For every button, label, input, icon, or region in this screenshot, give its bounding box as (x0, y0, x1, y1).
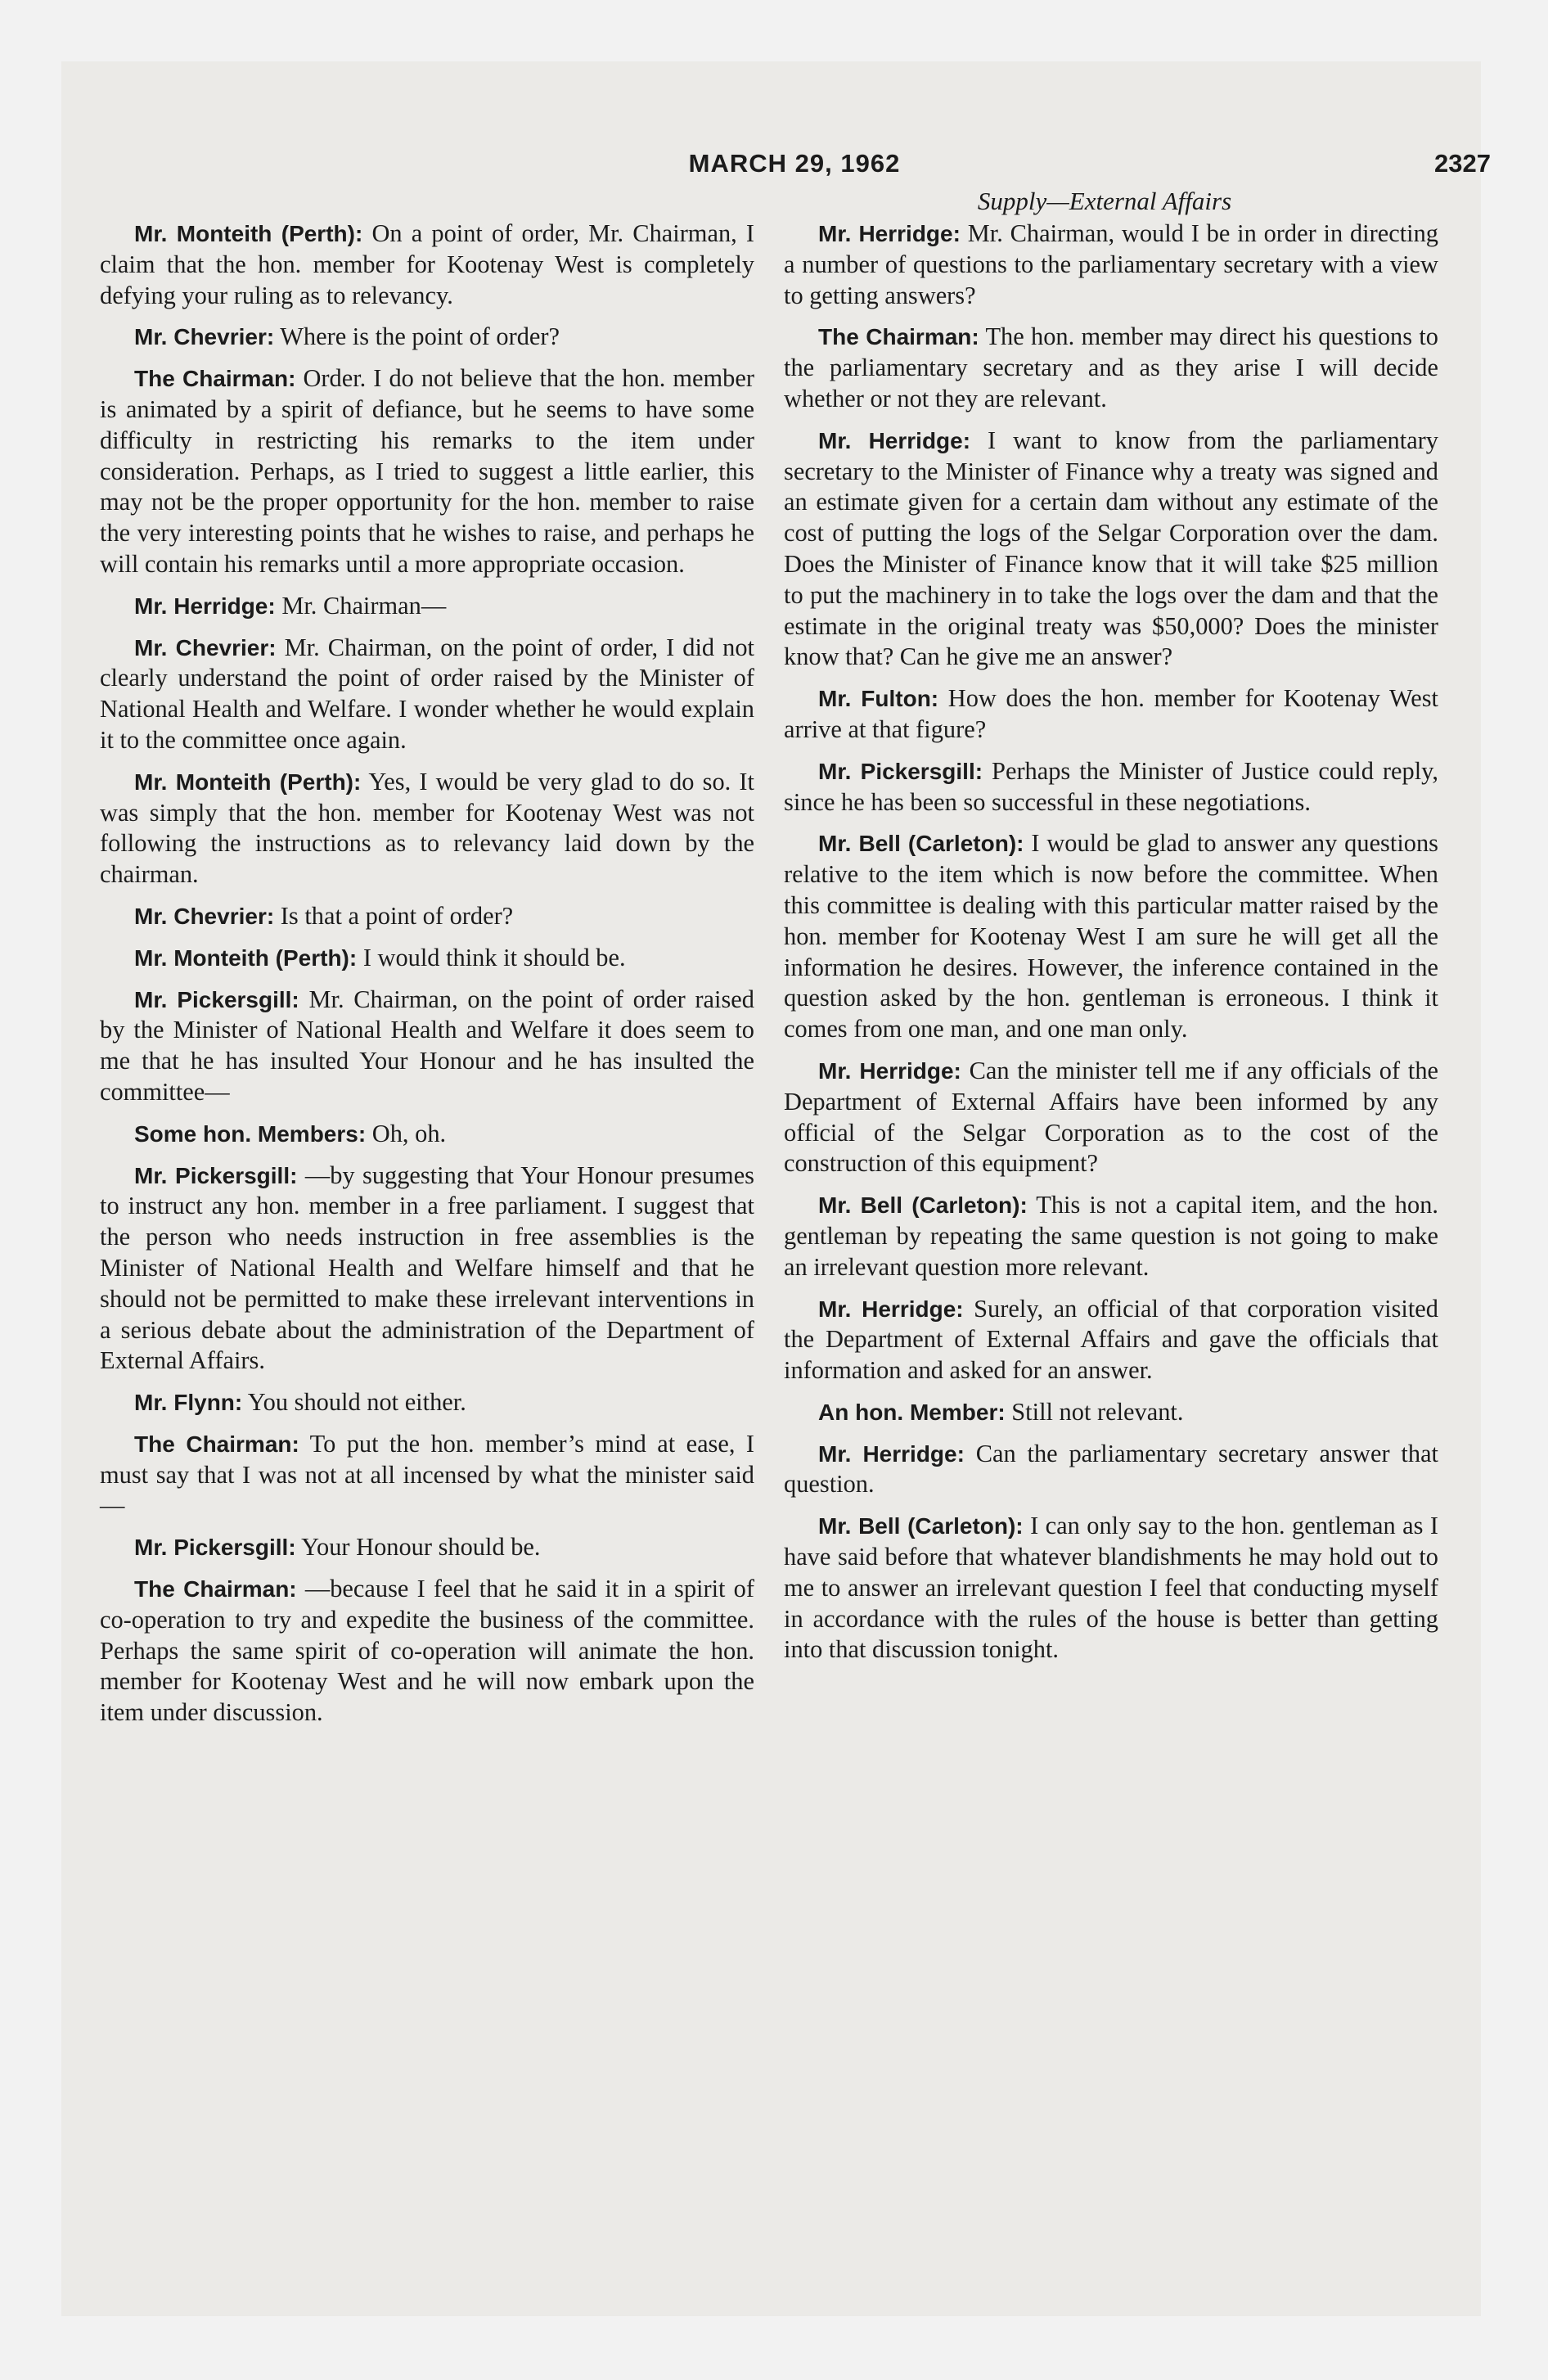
speech-text: Can the minister tell me if any officials of the Department of External Affairs have been informed by any official of the Selgar Corporation as to the cost of the construction of this equipment? (784, 1056, 1439, 1178)
speech-text: Where is the point of order? (280, 322, 560, 351)
speaker-name: Mr. Bell (Carleton): (818, 1513, 1024, 1539)
speech-paragraph (100, 767, 754, 890)
speech-paragraph (784, 322, 1438, 414)
speaker-name: Mr. Monteith (Perth): (134, 221, 363, 246)
speaker-name: Mr. Chevrier: (134, 634, 277, 660)
speech-paragraph (100, 985, 754, 1108)
speech-paragraph (784, 219, 1438, 311)
speech-text: I would be glad to answer any questions relative to the item which is now before the committee. When this committee is dealing with this particular matter raised by the hon. member for Kootenay West I am sure he will get all the information he desires. However, the inference contained in the question asked by the hon. gentleman is erroneous. I think it comes from one man, and one man only. (784, 829, 1438, 1044)
speaker-name: Mr. Herridge: (818, 1296, 964, 1322)
speech-text: You should not either. (247, 1388, 466, 1417)
speech-paragraph (100, 901, 754, 932)
speaker-name: Mr. Herridge: (818, 1440, 965, 1467)
speech-paragraph (784, 426, 1438, 673)
speaker-name: Mr. Herridge: (818, 221, 961, 246)
speaker-name: An hon. Member: (818, 1399, 1006, 1425)
speech-text: Order. I do not believe that the hon. member is animated by a spirit of defiance, but he seems to have some difficulty in restricting his remarks to the item under consideration. Perhaps, as I tried to suggest a little earlier, this may not be the proper opportunity for the hon. member to raise the very interesting points that he wishes to raise, and perhaps he will contain his remarks until a more appropriate occasion. (100, 364, 754, 578)
speech-paragraph (784, 1511, 1438, 1666)
speaker-name: The Chairman: (134, 366, 296, 392)
speech-paragraph (784, 683, 1438, 746)
speech-text: Can the parliamentary secretary answer that question. (784, 1439, 1439, 1499)
running-head: Supply—External Affairs (977, 187, 1232, 215)
speech-text: This is not a capital item, and the hon. gentleman by repeating the same question is not going to make an irrelevant question more relevant. (784, 1191, 1438, 1281)
speaker-name: The Chairman: (818, 324, 979, 350)
speaker-name: Mr. Chevrier: (134, 903, 275, 929)
speech-paragraph (100, 363, 754, 580)
speech-paragraph (784, 1397, 1438, 1428)
speech-text: I can only say to the hon. gentleman as I have said before that whatever blandishments he may hold out to me to answer an irrelevant question I feel that conducting myself in accordance with the rules of the house is better than getting into that discussion tonight. (784, 1512, 1438, 1664)
speech-text: Is that a point of order? (280, 901, 514, 930)
speaker-name: Mr. Bell (Carleton): (818, 831, 1024, 857)
speech-paragraph (100, 1429, 754, 1521)
speech-text: On a point of order, Mr. Chairman, I claim that the hon. member for Kootenay West is completely defying your ruling as to relevancy. (100, 219, 754, 309)
speaker-name: Mr. Pickersgill: (134, 1535, 296, 1561)
speech-paragraph (784, 1439, 1438, 1501)
speech-text: Your Honour should be. (301, 1533, 541, 1562)
speech-text: Surely, an official of that corporation visited the Department of External Affairs and gave the officials that information and asked for an answer. (784, 1294, 1438, 1385)
speaker-name: Mr. Herridge: (818, 427, 971, 453)
speech-paragraph (100, 322, 754, 353)
speech-text: Yes, I would be very glad to do so. It was simply that the hon. member for Kootenay West was not following the instructions as to relevancy laid down by the chairman. (100, 767, 754, 889)
speech-text: Mr. Chairman— (281, 591, 447, 620)
speaker-name: Mr. Pickersgill: (134, 986, 299, 1012)
speech-paragraph (784, 756, 1438, 818)
speech-text: Mr. Chairman, on the point of order, I did not clearly understand the point of order raised by the Minister of National Health and Welfare. I wonder whether he would explain it to the committee once again. (100, 633, 754, 754)
speech-text: To put the hon. member’s mind at ease, I must say that I was not at all incensed by what the minister said— (100, 1429, 754, 1520)
speaker-name: Mr. Pickersgill: (134, 1162, 298, 1188)
speech-text: The hon. member may direct his questions to the parliamentary secretary and as they arise I will decide whether or not they are relevant. (784, 322, 1438, 412)
speaker-name: Mr. Fulton: (818, 686, 939, 712)
speech-text: How does the hon. member for Kootenay West arrive at that figure? (784, 684, 1438, 743)
speaker-name: Mr. Flynn: (134, 1390, 243, 1416)
speaker-name: Mr. Bell (Carleton): (818, 1192, 1028, 1219)
speech-text: Still not relevant. (1011, 1397, 1184, 1426)
speech-paragraph (100, 943, 754, 974)
speech-text: Mr. Chairman, would I be in order in directing a number of questions to the parliamentary secretary with a view to getting answers? (784, 219, 1439, 309)
speaker-name: Some hon. Members: (134, 1120, 367, 1147)
speech-paragraph (100, 1387, 754, 1418)
speech-paragraph (100, 591, 754, 622)
speech-text: —because I feel that he said it in a spirit of co-operation to try and expedite the business of the committee. Perhaps the same spirit of co-operation will animate the hon. member for Kootenay West and he will now embark upon the item under discussion. (100, 1575, 754, 1727)
speaker-name: Mr. Chevrier: (134, 324, 275, 350)
speaker-name: Mr. Herridge: (134, 593, 276, 619)
page-date: MARCH 29, 1962 (688, 149, 901, 178)
speaker-name: The Chairman: (134, 1576, 297, 1602)
speech-text: Mr. Chairman, on the point of order raised by the Minister of National Health and Welfare it does seem to me that he has insulted Your Honour and he has insulted the committee— (100, 985, 754, 1106)
speech-text: Perhaps the Minister of Justice could reply, since he has been so successful in these negotiations. (784, 756, 1438, 816)
speaker-name: Mr. Pickersgill: (818, 758, 983, 784)
speech-paragraph (100, 1574, 754, 1729)
speaker-name: Mr. Herridge: (818, 1057, 961, 1084)
speech-paragraph (100, 219, 754, 311)
page-number: 2327 (1434, 149, 1491, 178)
speaker-name: The Chairman: (134, 1431, 299, 1457)
left-column (100, 219, 754, 1739)
speech-paragraph (784, 1056, 1438, 1179)
speech-paragraph (100, 1119, 754, 1150)
speech-paragraph (100, 633, 754, 756)
speech-text: I want to know from the parliamentary secretary to the Minister of Finance why a treaty was signed and an estimate given for a certain dam without any estimate of the cost of putting the logs of the Selgar Corporation over the dam. Does the Minister of Finance know that it will take $25 million to put the machinery in to take the logs over the dam and that the estimate in the original treaty was $50,000? Does the minister know that? Can he give me an answer? (784, 426, 1438, 671)
page-header (98, 149, 1491, 182)
speech-paragraph (100, 1532, 754, 1563)
speech-paragraph (784, 1190, 1438, 1282)
right-column (784, 219, 1438, 1676)
speech-text: —by suggesting that Your Honour presumes to instruct any hon. member in a free parliament. I suggest that the person who needs instruction in free assemblies is the Minister of National Health and Welfare himself and that he should not be permitted to make these irrelevant interventions in a serious debate about the administration of the Department of External Affairs. (100, 1161, 755, 1375)
speech-paragraph (784, 1294, 1438, 1386)
speech-text: I would think it should be. (362, 943, 626, 971)
speech-text: Oh, oh. (371, 1119, 447, 1147)
speaker-name: Mr. Monteith (Perth): (134, 769, 362, 795)
speech-paragraph (100, 1161, 754, 1377)
speaker-name: Mr. Monteith (Perth): (134, 944, 358, 971)
speech-paragraph (784, 828, 1438, 1045)
